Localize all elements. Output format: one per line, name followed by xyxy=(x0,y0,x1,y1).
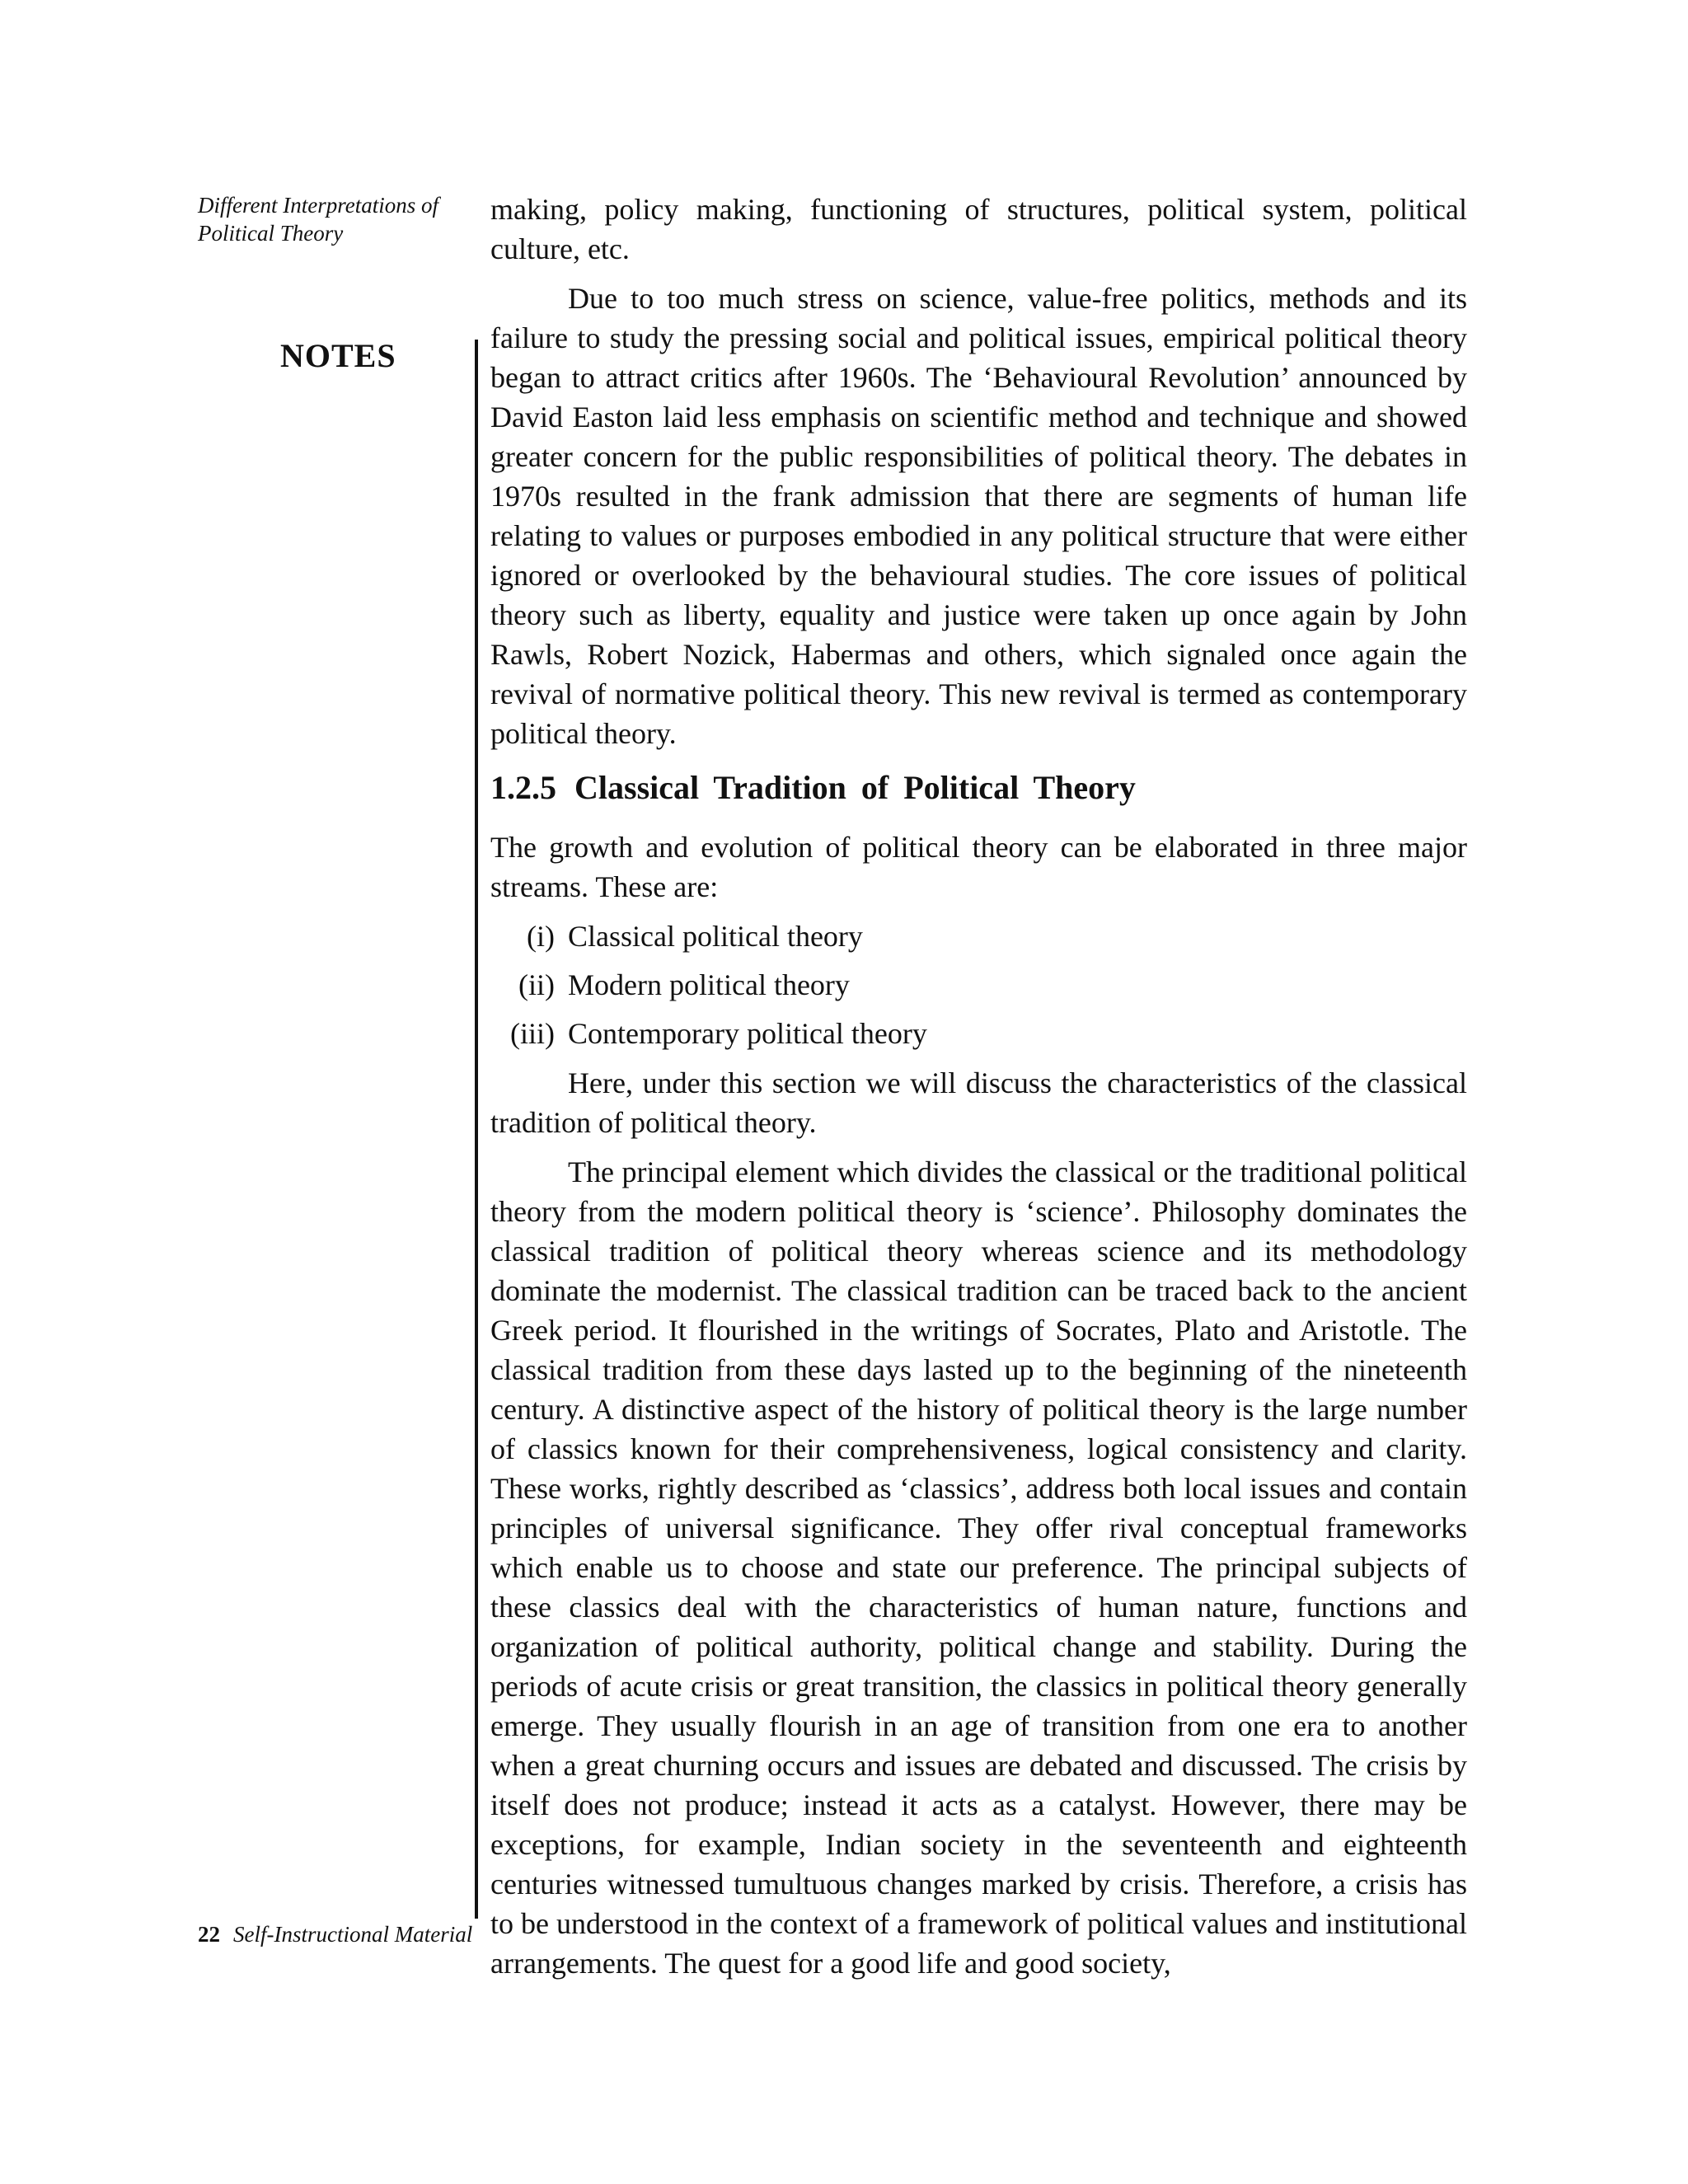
list-item-text: Classical political theory xyxy=(568,920,863,953)
running-header xyxy=(198,191,470,247)
paragraph-three-streams: The growth and evolution of political theory can be elaborated in three major streams. These are: xyxy=(490,831,1467,903)
running-header-line-1: Different Interpretations of xyxy=(198,193,438,218)
main-text-column xyxy=(490,190,1467,1993)
section-heading xyxy=(490,766,1467,809)
list-item-number: (i) xyxy=(527,920,555,953)
page-footer xyxy=(198,1922,472,1947)
paragraph-continuation: making, policy making, functioning of structures, political system, political culture, etc. xyxy=(490,193,1467,265)
list-item xyxy=(490,1014,1467,1053)
paragraph-section-intro: Here, under this section we will discuss the characteristics of the classical tradition of political theory. xyxy=(490,1066,1467,1139)
section-title: Classical Tradition of Political Theory xyxy=(574,769,1136,806)
section-number: 1.2.5 xyxy=(490,769,556,806)
list-item xyxy=(490,965,1467,1005)
list-item-number: (iii) xyxy=(510,1017,555,1050)
list-item xyxy=(490,916,1467,956)
page-number: 22 xyxy=(198,1922,220,1947)
list-item-text: Contemporary political theory xyxy=(568,1017,927,1050)
paragraph-classical-tradition: The principal element which divides the classical or the traditional political theory from the modern political theory is ‘science’. Philosophy dominates the classical tradition of political theory whereas science and its methodology dominate the modernist. The classical tradition can be traced back to the ancient Greek period. It flourished in the writings of Socrates, Plato and Aristotle. The classical tradition from these days lasted up to the beginning of the nineteenth century. A distinctive aspect of the history of political theory is the large number of classics known for their comprehensiveness, logical consistency and clarity. These works, rightly described as ‘classics’, address both local issues and contain principles of universal significance. They offer rival conceptual frameworks which enable us to choose and state our preference. The principal subjects of these classics deal with the characteristics of human nature, functions and organization of political authority, political change and stability. During the periods of acute crisis or great transition, the classics in political theory generally emerge. They usually flourish in an age of transition from one era to another when a great churning occurs and issues are debated and discussed. The crisis by itself does not produce; instead it acts as a catalyst. However, there may be exceptions, for example, Indian society in the seventeenth and eighteenth centuries witnessed tumultuous changes marked by crisis. Therefore, a crisis has to be understood in the context of a framework of political values and institutional arrangements. The quest for a good life and good society, xyxy=(490,1155,1467,1980)
streams-list xyxy=(490,916,1467,1053)
list-item-number: (ii) xyxy=(518,968,555,1001)
list-item-text: Modern political theory xyxy=(568,968,850,1001)
footer-title: Self-Instructional Material xyxy=(233,1922,473,1947)
paragraph-behavioural-revolution: Due to too much stress on science, value-free politics, methods and its failure to study the pressing social and political issues, empirical political theory began to attract critics after 1960s. The ‘Behavioural Revolution’ announced by David Easton laid less emphasis on scientific method and technique and showed greater concern for the public responsibilities of political theory. The debates in 1970s resulted in the frank admission that there are segments of human life relating to values or purposes embodied in any political structure that were either ignored or overlooked by the behavioural studies. The core issues of political theory such as liberty, equality and justice were taken up once again by John Rawls, Robert Nozick, Habermas and others, which signaled once again the revival of normative political theory. This new revival is termed as contemporary political theory. xyxy=(490,282,1467,750)
running-header-line-2: Political Theory xyxy=(198,221,344,246)
margin-rule-divider xyxy=(475,340,478,1919)
notes-label: NOTES xyxy=(280,337,396,374)
